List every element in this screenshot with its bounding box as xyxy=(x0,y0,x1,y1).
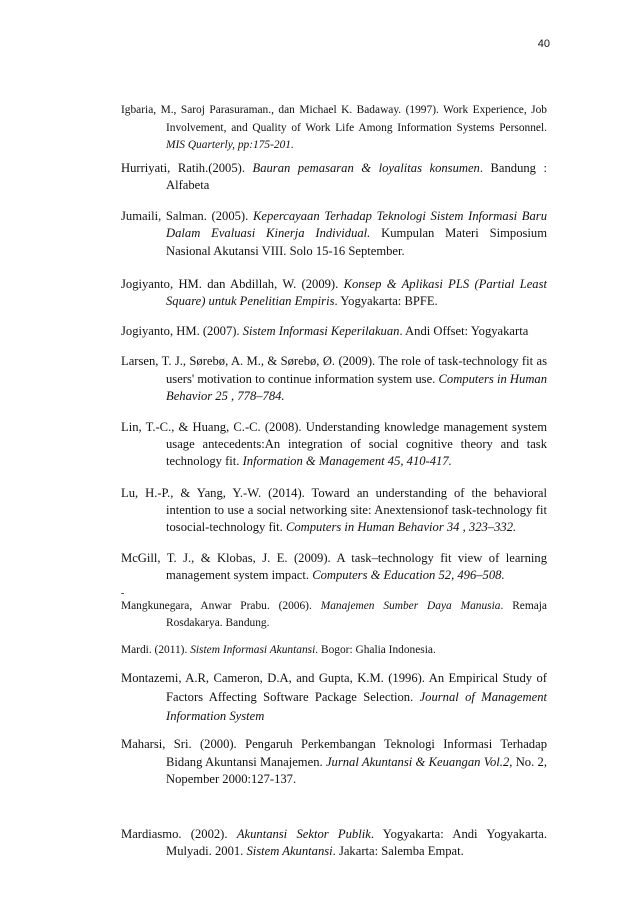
reference-maharsi: Maharsi, Sri. (2000). Pengaruh Perkembangan Teknologi Informasi Terhadap Bidang Akuntansi Manajemen. Jurnal Akuntansi & Keuangan Vol.2, No. 2, Nopember 2000:127-137. xyxy=(121,737,547,786)
reference-mulyadi-title: Sistem Akuntansi xyxy=(246,844,333,859)
reference-jogiyanto-abdillah: Jogiyanto, HM. dan Abdillah, W. (2009). Konsep & Aplikasi PLS (Partial Least Square) untuk Penelitian Empiris. Yogyakarta: BPFE. xyxy=(121,276,547,308)
reference-mcgill: McGill, T. J., & Klobas, J. E. (2009). A task–technology fit view of learning management system impact. Computers & Education 52, 496–508. xyxy=(121,551,547,583)
reference-montazemi: Montazemi, A.R, Cameron, D.A, and Gupta, K.M. (1996). An Empirical Study of Factors Affecting Software Package Selection. Journal of Management Information System xyxy=(121,671,547,724)
reference-mardiasmo: Mardiasmo. (2002). Akuntansi Sektor Publik. Yogyakarta: Andi Yogyakarta. Mulyadi. 2001. Sistem Akuntansi. Jakarta: Salemba Empat. xyxy=(121,827,547,859)
reference-jumaili: Jumaili, Salman. (2005). Kepercayaan Terhadap Teknologi Sistem Informasi Baru Dalam Evaluasi Kinerja Individual. Kumpulan Materi Simposium Nasional Akutansi VIII. Solo 15-16 September. xyxy=(121,209,547,258)
reference-jogiyanto-2007: Jogiyanto, HM. (2007). Sistem Informasi Keperilakuan. Andi Offset: Yogyakarta xyxy=(121,324,529,339)
reference-igbaria: Igbaria, M., Saroj Parasuraman., dan Michael K. Badaway. (1997). Work Experience, Job Involvement, and Quality of Work Life Among Information Systems Personnel. MIS Quarterly, pp:175-201. xyxy=(121,104,547,152)
reference-lu: Lu, H.-P., & Yang, Y.-W. (2014). Toward an understanding of the behavioral intention to use a social networking site: Anextensionof task-technology fit tosocial-technology fit. Computers in Human Behavior 34 , 323–332. xyxy=(121,485,547,535)
reference-larsen: Larsen, T. J., Sørebø, A. M., & Sørebø, Ø. (2009). The role of task-technology fit as users' motivation to continue information system use. Computers in Human Behavior 25 , 778–784. xyxy=(121,354,548,403)
reference-hurriyati: Hurriyati, Ratih.(2005). Bauran pemasaran & loyalitas konsumen. Bandung : Alfabeta xyxy=(121,160,547,192)
page-number: 40 xyxy=(537,38,550,50)
reference-list xyxy=(121,102,547,860)
reference-mangkunegara: Mangkunegara, Anwar Prabu. (2006). Manajemen Sumber Daya Manusia. Remaja Rosdakarya. Bandung. xyxy=(121,599,547,630)
stray-mark: - xyxy=(121,587,125,599)
reference-lin: Lin, T.-C., & Huang, C.-C. (2008). Understanding knowledge management system usage antecedents:An integration of social cognitive theory and task technology fit. Information & Management 45, 410-417. xyxy=(121,420,547,469)
reference-mardi: Mardi. (2011). Sistem Informasi Akuntansi. Bogor: Ghalia Indonesia. xyxy=(121,643,436,656)
